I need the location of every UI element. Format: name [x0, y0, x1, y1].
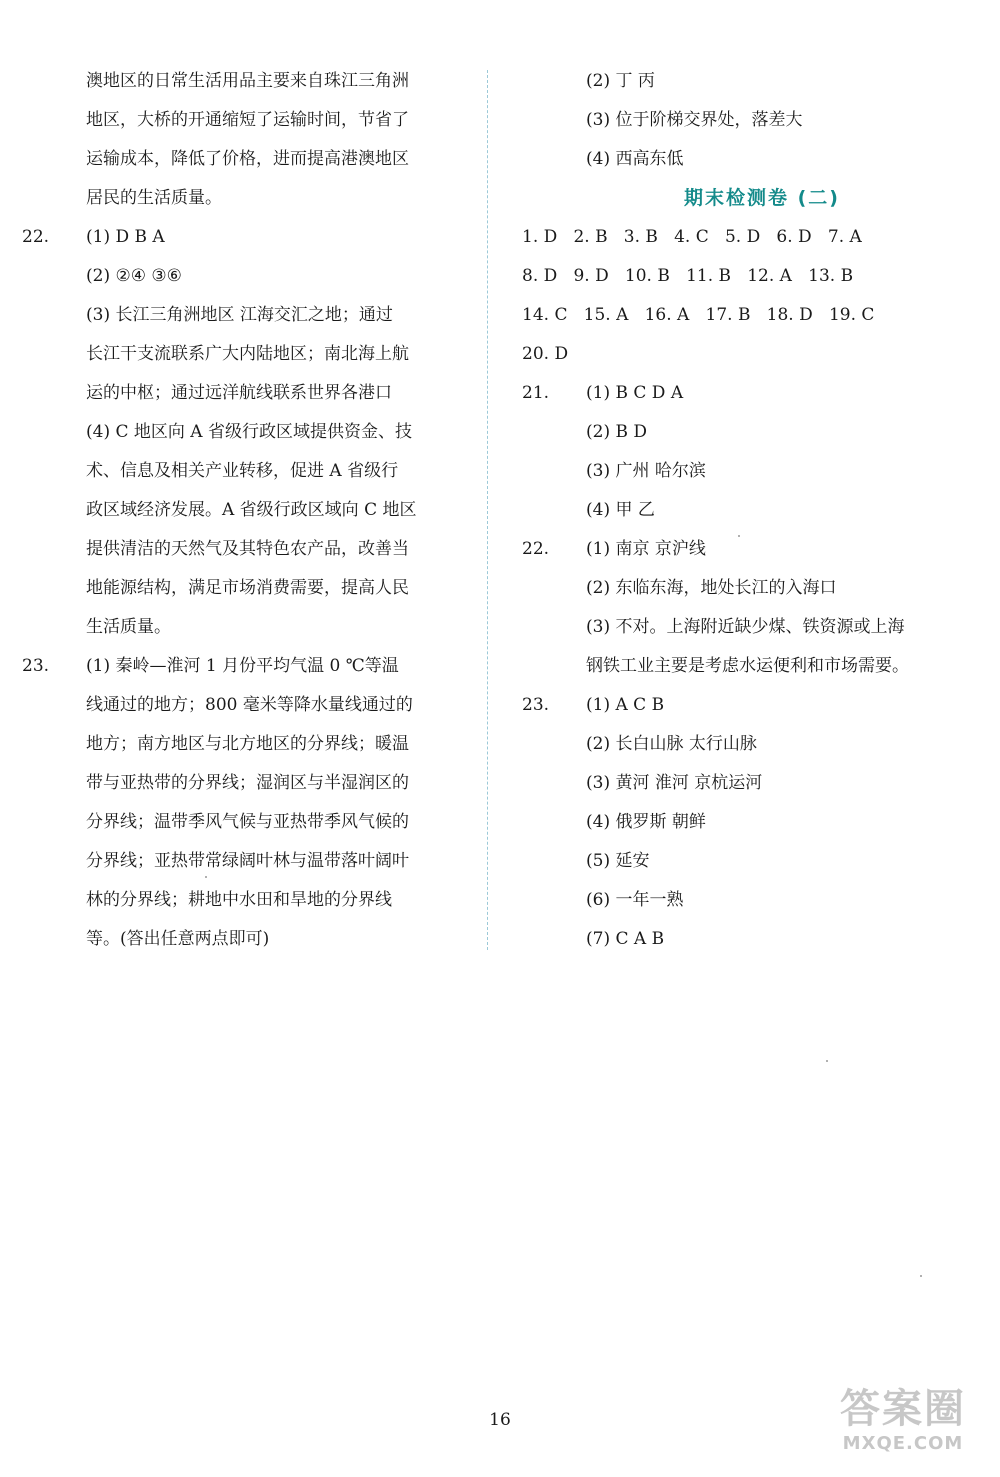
sub-answer-line: (2) ②④ ③⑥: [86, 266, 182, 286]
sub-answer-line: (3) 长江三角洲地区 江海交汇之地；通过: [86, 305, 393, 325]
continuation-line: 地方；南方地区与北方地区的分界线；暖温: [86, 734, 409, 754]
answer-row: 1. D 2. B 3. B 4. C 5. D 6. D 7. A: [522, 227, 862, 247]
sub-answer-line: (3) 位于阶梯交界处，落差大: [586, 110, 803, 130]
left-column: [22, 62, 462, 959]
watermark-logo: [828, 1387, 978, 1467]
continuation-line: 居民的生活质量。: [86, 188, 222, 208]
continuation-line: 澳地区的日常生活用品主要来自珠江三角洲: [86, 71, 409, 91]
question-line: [522, 530, 962, 569]
sub-answer-line: (7) C A B: [586, 929, 665, 949]
sub-answer-line: (6) 一年一熟: [586, 890, 684, 910]
sub-answer-line: (2) 长白山脉 太行山脉: [586, 734, 757, 754]
answer-text: (1) B C D A: [586, 383, 684, 403]
continuation-line: 分界线；温带季风气候与亚热带季风气候的: [86, 812, 409, 832]
sub-answer-line: (4) 西高东低: [586, 149, 684, 169]
continuation-line: 线通过的地方；800 毫米等降水量线通过的: [86, 695, 413, 715]
sub-answer-line: (2) B D: [586, 422, 648, 442]
sub-answer-line: (2) 东临东海，地处长江的入海口: [586, 578, 837, 598]
scan-speck: [920, 1275, 922, 1277]
scan-speck: [738, 535, 740, 537]
continuation-line: 地区，大桥的开通缩短了运输时间，节省了: [86, 110, 409, 130]
watermark-top: 答案圈: [840, 1386, 966, 1432]
continuation-line: 政区域经济发展。A 省级行政区域向 C 地区: [86, 500, 417, 520]
answer-row: 8. D 9. D 10. B 11. B 12. A 13. B: [522, 266, 854, 286]
right-column: [522, 62, 962, 959]
question-line: [22, 647, 462, 686]
sub-answer-line: (5) 延安: [586, 851, 650, 871]
question-number: 21.: [522, 383, 550, 403]
continuation-line: 带与亚热带的分界线；湿润区与半湿润区的: [86, 773, 409, 793]
continuation-line: 长江干支流联系广大内陆地区；南北海上航: [86, 344, 409, 364]
answer-row: 14. C 15. A 16. A 17. B 18. D 19. C: [522, 305, 875, 325]
continuation-line: 提供清洁的天然气及其特色农产品，改善当: [86, 539, 409, 559]
page-number: 16: [489, 1410, 511, 1430]
question-line: [22, 218, 462, 257]
question-number: 23.: [522, 695, 550, 715]
sub-answer-line: (3) 不对。上海附近缺少煤、铁资源或上海: [586, 617, 905, 637]
sub-answer-line: (4) 甲 乙: [586, 500, 655, 520]
continuation-line: 林的分界线；耕地中水田和旱地的分界线: [86, 890, 392, 910]
question-number: 23.: [22, 656, 50, 676]
continuation-line: 运的中枢；通过远洋航线联系世界各港口: [86, 383, 392, 403]
sub-answer-line: (4) 俄罗斯 朝鲜: [586, 812, 706, 832]
column-divider: [487, 70, 488, 950]
sub-answer-line: (3) 广州 哈尔滨: [586, 461, 706, 481]
question-line: [522, 374, 962, 413]
continuation-line: 生活质量。: [86, 617, 171, 637]
continuation-line: 分界线；亚热带常绿阔叶林与温带落叶阔叶: [86, 851, 409, 871]
sub-answer-line: (4) C 地区向 A 省级行政区域提供资金、技: [86, 422, 412, 442]
answer-text: (1) D B A: [86, 227, 165, 247]
answer-text: (1) 南京 京沪线: [586, 539, 706, 559]
question-line: [522, 686, 962, 725]
question-number: 22.: [22, 227, 50, 247]
continuation-line: 地能源结构，满足市场消费需要，提高人民: [86, 578, 409, 598]
answer-row: 20. D: [522, 344, 569, 364]
question-number: 22.: [522, 539, 550, 559]
continuation-line: 运输成本，降低了价格，进而提高港澳地区: [86, 149, 409, 169]
sub-answer-line: (3) 黄河 淮河 京杭运河: [586, 773, 763, 793]
answer-text: (1) 秦岭—淮河 1 月份平均气温 0 ℃等温: [86, 656, 399, 676]
scan-speck: [826, 1060, 828, 1062]
continuation-line: 等。(答出任意两点即可): [86, 929, 270, 949]
continuation-line: 术、信息及相关产业转移，促进 A 省级行: [86, 461, 399, 481]
watermark-bottom: MXQE.COM: [842, 1433, 964, 1454]
section-title: 期末检测卷 (二): [684, 187, 840, 209]
answer-text: (1) A C B: [586, 695, 665, 715]
continuation-line: 钢铁工业主要是考虑水运便利和市场需要。: [586, 656, 909, 676]
scan-speck: [205, 876, 207, 878]
sub-answer-line: (2) 丁 丙: [586, 71, 655, 91]
